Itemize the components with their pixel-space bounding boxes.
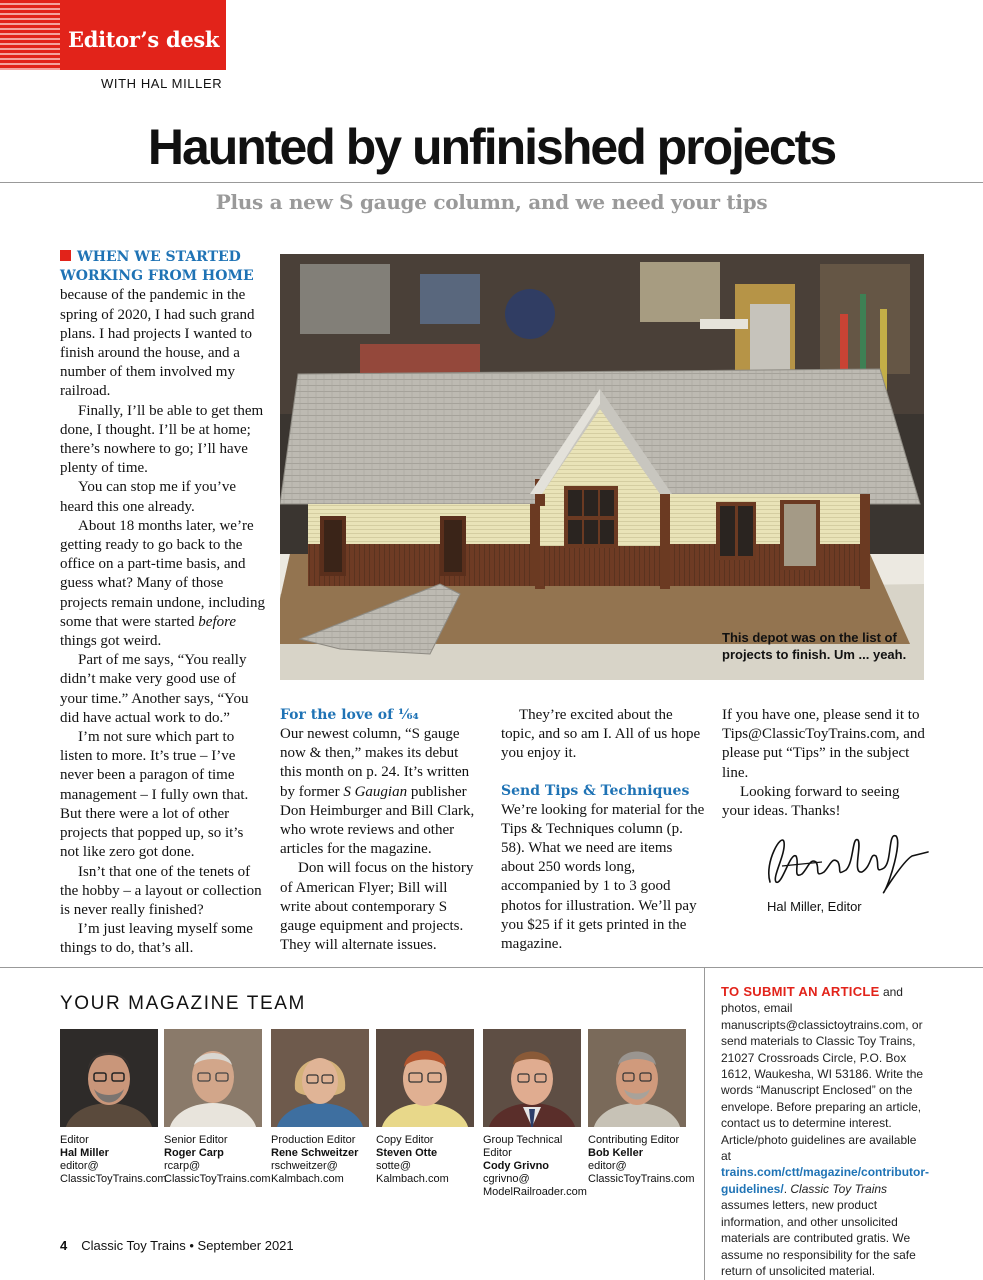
red-square-icon (60, 250, 71, 261)
divider (0, 182, 983, 183)
section-heading: For the love of ¹⁄₆₄ (280, 707, 419, 723)
divider (704, 967, 705, 1280)
team-member: Editor Hal Miller editor@ ClassicToyTrains.com (60, 1029, 160, 1186)
section-heading: Send Tips & Techniques (501, 782, 690, 799)
section-tab: Editor’s desk (60, 0, 226, 70)
portrait-photo (376, 1029, 474, 1127)
paragraph: Finally, I’ll be able to get them done, I thought. I’ll be at home; there’s nowhere to go; I’ll have plenty of time. (60, 402, 264, 477)
submission-heading: TO SUBMIT AN ARTICLE (721, 984, 880, 999)
guidelines-link[interactable]: trains.com/ctt/magazine/contributor-guidelines/ (721, 1165, 930, 1196)
portrait-photo (271, 1029, 369, 1127)
page-footer (60, 1238, 294, 1253)
team-member: Production Editor Rene Schweitzer rschweitzer@ Kalmbach.com (271, 1029, 371, 1186)
paragraph: You can stop me if you’ve heard this one already. (60, 479, 237, 515)
team-member: Senior Editor Roger Carp rcarp@ ClassicToyTrains.com (164, 1029, 264, 1186)
portrait-photo (483, 1029, 581, 1127)
paragraph: They’re excited about the topic, and so am I. All of us hope you enjoy it. (501, 707, 701, 762)
portrait-photo (164, 1029, 262, 1127)
submission-info: TO SUBMIT AN ARTICLE and photos, email manuscripts@classictoytrains.com, or send materials to Classic Toy Trains, 21027 Crossroads Circle, P.O. Box 1612, Waukesha, WI 53186. Write the words “Manuscript Enclosed” on the envelope. Before preparing an article, contact us to determine interest. Article/photo guidelines are available at trains.com/ctt/magazine/contributor-guidelines/. Classic Toy Trains assumes letters, new product information, and other unsolicited materials are contributed gratis. We assume no responsibility for the safe return of unsolicited material. (721, 984, 930, 1278)
photo-caption: This depot was on the list of projects to finish. Um ... yeah. (722, 630, 907, 662)
paragraph: Isn’t that one of the tenets of the hobby – a layout or collection is never really finished? (60, 863, 262, 918)
subhead: Plus a new S gauge column, and we need your tips (215, 190, 768, 214)
paragraph: I’m not sure which part to listen to more. It’s true – I’ve never been a paragon of time management – I fully own that. But there were a lot of other projects that popped up, so it’s not like zero got done. (60, 729, 249, 861)
portrait-photo (588, 1029, 686, 1127)
portrait-photo (60, 1029, 158, 1127)
article-column-3 (501, 706, 705, 954)
team-title: YOUR MAGAZINE TEAM (60, 993, 306, 1014)
article-column-1 (60, 248, 266, 959)
article-column-2 (280, 706, 482, 955)
depot-photo (280, 254, 924, 680)
paragraph: Don will focus on the history of American Flyer; Bill will write about contemporary S gauge equipment and projects. They will alternate issues. (280, 860, 474, 954)
paragraph: About 18 months later, we’re getting ready to go back to the office on a part-time basis, and guess what? Many of those projects remain undone, including some that were started before things got weird. (60, 517, 265, 650)
publication-line: Classic Toy Trains • September 2021 (81, 1238, 294, 1253)
header-stripes (0, 0, 60, 70)
paragraph: If you have one, please send it to Tips@ClassicToyTrains.com, and please put “Tips” in the subject line. (722, 707, 925, 781)
team-member: Copy Editor Steven Otte sotte@ Kalmbach.com (376, 1029, 476, 1186)
byline: WITH HAL MILLER (101, 76, 223, 91)
paragraph: We’re looking for material for the Tips & Techniques column (p. 58). What we need are items about 250 words long, accompanied by 1 to 3 good photos for illustration. We’ll pay you $25 if it gets printed in the magazine. (501, 801, 705, 953)
headline: Haunted by unfinished projects (147, 119, 836, 175)
article-column-4 (722, 706, 928, 821)
paragraph: Part of me says, “You really didn’t make very good use of your time.” Another says, “You did have actual work to do.” (60, 652, 249, 726)
lead-in: WHEN WE STARTED WORKING FROM HOME (60, 249, 254, 285)
divider (0, 967, 983, 968)
signature-name: Hal Miller, Editor (767, 899, 862, 914)
team-member: Contributing Editor Bob Keller editor@ ClassicToyTrains.com (588, 1029, 688, 1186)
team-member: Group Technical Editor Cody Grivno cgrivno@ ModelRailroader.com (483, 1029, 583, 1199)
paragraph: I’m just leaving myself some things to do, that’s all. (60, 921, 253, 957)
signature-image (762, 822, 932, 897)
paragraph: because of the pandemic in the spring of 2020, I had such grand plans. I had projects I wanted to finish around the house, and a number of them involved my railroad. (60, 287, 255, 400)
paragraph: Looking forward to seeing your ideas. Thanks! (722, 783, 900, 820)
paragraph: Our newest column, “S gauge now & then,” makes its debut this month on p. 24. It’s written by former S Gaugian publisher Don Heimburger and Bill Clark, who wrote reviews and other articles for the magazine. (280, 726, 475, 858)
page-number: 4 (60, 1238, 68, 1253)
